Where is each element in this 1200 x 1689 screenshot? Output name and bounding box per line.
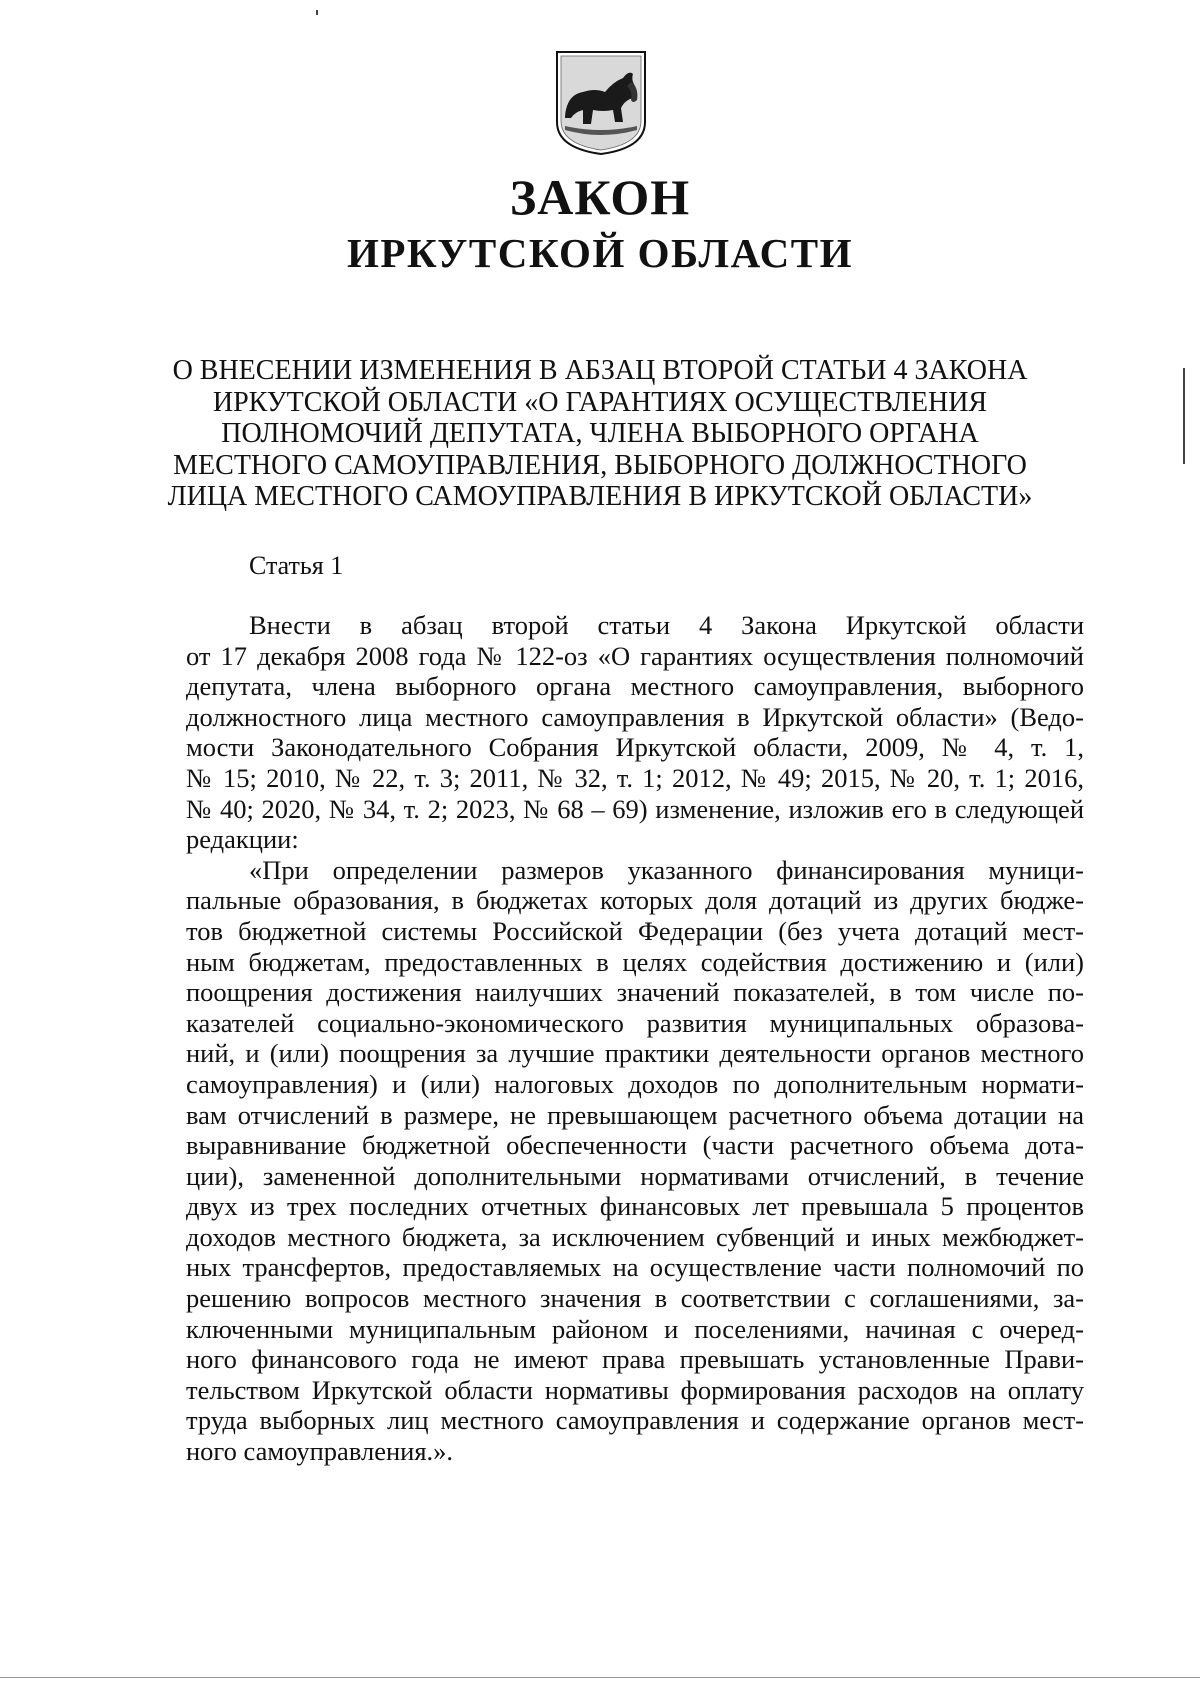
text-line: № 40; 2020, № 34, т. 2; 2023, № 68 – 69) изменение, изложив его в следующей (186, 793, 1084, 824)
text-line: решению вопросов местного значения в соответствии с соглашениями, за- (186, 1283, 1084, 1314)
text-line: самоуправления) и (или) налоговых доходов по дополнительным нормати- (186, 1068, 1084, 1099)
article-heading: Статья 1 (249, 551, 344, 580)
text-line: казателей социально-экономического развития муниципальных образова- (186, 1007, 1084, 1038)
text-line: пальные образования, в бюджетах которых доля дотаций из других бюдже- (186, 885, 1084, 916)
text-line: тов бюджетной системы Российской Федерации (без учета дотаций мест- (186, 915, 1084, 946)
text-line: «При определении размеров указанного финансирования муници- (249, 854, 1084, 885)
text-line: труда выборных лиц местного самоуправления и содержание органов мест- (186, 1405, 1084, 1436)
text-line: ний, и (или) поощрения за лучшие практики деятельности органов местного (186, 1038, 1084, 1069)
article-body (186, 610, 1084, 1467)
subject-line: ИРКУТСКОЙ ОБЛАСТИ «О ГАРАНТИЯХ ОСУЩЕСТВЛЕНИЯ (212, 386, 988, 418)
text-line: Внести в абзац второй статьи 4 Закона Иркутской области (249, 610, 1084, 640)
text-line: вам отчислений в размере, не превышающем расчетного объема дотации на (186, 1099, 1084, 1130)
subject-line: ПОЛНОМОЧИЙ ДЕПУТАТА, ЧЛЕНА ВЫБОРНОГО ОРГАНА (221, 418, 979, 449)
coat-of-arms-icon (553, 48, 649, 156)
text-line: ного финансового года не имеют права превышать установленные Прави- (186, 1344, 1084, 1375)
text-line: депутата, члена выборного органа местного самоуправления, выборного (186, 671, 1084, 702)
text-line: двух из трех последних отчетных финансовых лет превышала 5 процентов (186, 1191, 1084, 1222)
law-region-title: ИРКУТСКОЙ ОБЛАСТИ (346, 230, 854, 276)
scan-bottom-edge (0, 1677, 1200, 1678)
text-line: № 15; 2010, № 22, т. 3; 2011, № 32, т. 1; 2012, № 49; 2015, № 20, т. 1; 2016, (186, 762, 1084, 793)
text-line: ключенными муниципальным районом и поселениями, начиная с очеред- (186, 1313, 1084, 1344)
text-line: редакции: (186, 824, 299, 855)
text-line: ции), замененной дополнительными нормативами отчислений, в течение (186, 1160, 1084, 1191)
paragraph-new-wording (186, 855, 1084, 1467)
scan-dot-mark (316, 10, 318, 15)
text-line: тельством Иркутской области нормативы формирования расходов на оплату (186, 1374, 1084, 1405)
subject-line: ЛИЦА МЕСТНОГО САМОУПРАВЛЕНИЯ В ИРКУТСКОЙ ОБЛАСТИ» (167, 481, 1033, 512)
text-line: ного самоуправления.». (186, 1436, 454, 1467)
law-title: ЗАКОН (509, 169, 691, 225)
text-line: ных трансфертов, предоставляемых на осуществление части полномочий по (186, 1252, 1084, 1283)
text-line: от 17 декабря 2008 года № 122-оз «О гарантиях осуществления полномочий (186, 640, 1084, 671)
text-line: мости Законодательного Собрания Иркутской области, 2009, № 4, т. 1, (186, 732, 1084, 763)
text-line: выравнивание бюджетной обеспеченности (части расчетного объема дота- (186, 1130, 1084, 1161)
text-line: ным бюджетам, предоставленных в целях содействия достижению и (или) (186, 946, 1084, 977)
paragraph-amendment-intro (186, 610, 1084, 855)
text-line: поощрения достижения наилучших значений показателей, в том числе по- (186, 977, 1084, 1008)
text-line: доходов местного бюджета, за исключением субвенций и иных межбюджет- (186, 1221, 1084, 1252)
scan-edge-mark (1183, 368, 1185, 464)
text-line: должностного лица местного самоуправления в Иркутской области» (Ведо- (186, 701, 1084, 732)
law-subject-heading (160, 355, 1040, 513)
subject-line: МЕСТНОГО САМОУПРАВЛЕНИЯ, ВЫБОРНОГО ДОЛЖНОСТНОГО (173, 449, 1027, 481)
subject-line: О ВНЕСЕНИИ ИЗМЕНЕНИЯ В АБЗАЦ ВТОРОЙ СТАТЬИ 4 ЗАКОНА (172, 355, 1028, 386)
